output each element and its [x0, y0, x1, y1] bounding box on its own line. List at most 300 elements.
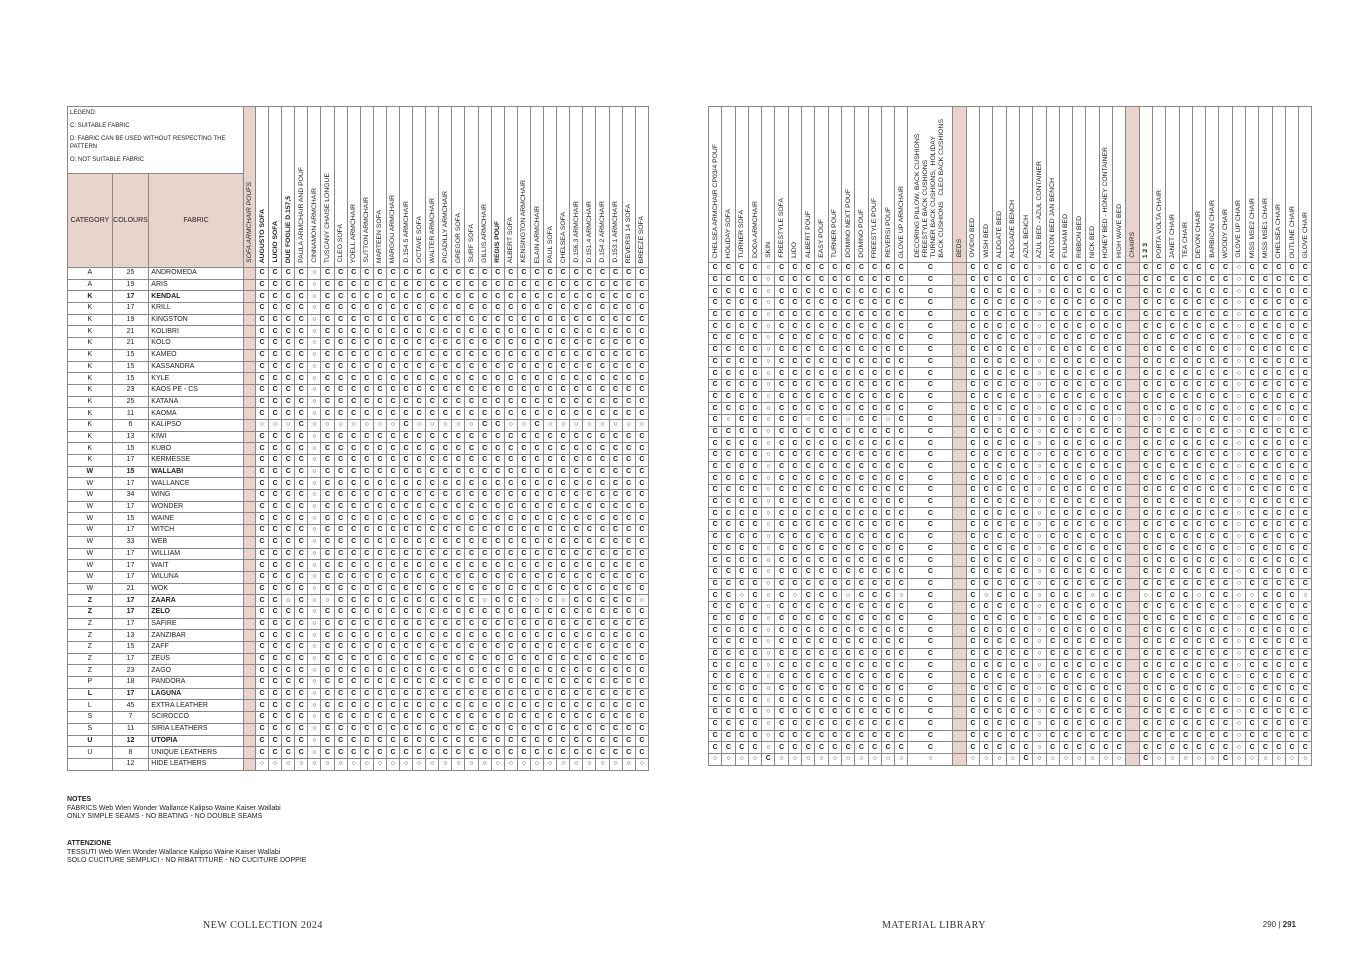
- not-suitable-cell: ○: [308, 455, 321, 467]
- suitable-cell: C: [544, 583, 557, 595]
- section-spacer: [953, 660, 966, 672]
- suitable-cell: C: [622, 431, 635, 443]
- product-name: REVERSI POUF: [884, 207, 892, 258]
- not-suitable-cell: ○: [269, 419, 282, 431]
- suitable-cell: C: [452, 490, 465, 502]
- suitable-cell: C: [1152, 368, 1165, 380]
- suitable-cell: C: [841, 344, 854, 356]
- suitable-cell: C: [609, 630, 622, 642]
- suitable-cell: C: [478, 583, 491, 595]
- suitable-cell: C: [1073, 707, 1086, 719]
- suitable-cell: C: [815, 531, 828, 543]
- fabric-row: [68, 326, 649, 338]
- suitable-cell: C: [1073, 450, 1086, 462]
- suitable-cell: C: [1206, 742, 1219, 754]
- fabric-colours: 11: [112, 723, 149, 735]
- section-spacer: [953, 391, 966, 403]
- suitable-cell: C: [295, 419, 308, 431]
- suitable-cell: C: [1059, 555, 1072, 567]
- suitable-cell: C: [828, 531, 841, 543]
- suitable-cell: C: [1166, 333, 1179, 345]
- suitable-cell: C: [413, 268, 426, 280]
- suitable-cell: C: [400, 466, 413, 478]
- suitable-cell: C: [530, 466, 543, 478]
- suitable-cell: C: [426, 583, 439, 595]
- suitable-cell: C: [622, 326, 635, 338]
- suitable-cell: C: [881, 286, 894, 298]
- suitable-cell: C: [517, 291, 530, 303]
- suitable-cell: C: [788, 403, 801, 415]
- suitable-cell: C: [334, 326, 347, 338]
- suitable-cell: C: [426, 466, 439, 478]
- suitable-cell: C: [491, 490, 504, 502]
- suitable-cell: C: [1206, 531, 1219, 543]
- suitable-cell: C: [373, 279, 386, 291]
- suitable-cell: C: [1285, 590, 1298, 602]
- suitable-cell: C: [544, 384, 557, 396]
- not-suitable-cell: ○: [762, 648, 775, 660]
- suitable-cell: C: [1259, 461, 1272, 473]
- suitable-cell: C: [1219, 298, 1232, 310]
- suitable-cell: C: [334, 525, 347, 537]
- suitable-cell: C: [321, 747, 334, 759]
- suitable-cell: C: [1099, 414, 1112, 426]
- not-suitable-cell: ○: [308, 291, 321, 303]
- suitable-cell: C: [868, 496, 881, 508]
- suitable-cell: C: [993, 543, 1006, 555]
- suitable-cell: C: [895, 426, 908, 438]
- suitable-cell: C: [413, 326, 426, 338]
- suitable-cell: C: [1059, 683, 1072, 695]
- fabric-name: ZEUS: [149, 653, 244, 665]
- suitable-cell: C: [386, 571, 399, 583]
- suitable-cell: C: [1259, 508, 1272, 520]
- product-name: GLOVE CHAIR: [1301, 211, 1309, 258]
- fabric-category: W: [68, 525, 113, 537]
- suitable-cell: C: [269, 606, 282, 618]
- not-suitable-cell: ○: [1232, 263, 1245, 275]
- section-spacer: [243, 735, 255, 747]
- fabric-colours: 13: [112, 630, 149, 642]
- suitable-cell: C: [544, 431, 557, 443]
- suitable-cell: C: [1179, 286, 1192, 298]
- fabric-category: L: [68, 688, 113, 700]
- suitable-cell: C: [980, 695, 993, 707]
- section-spacer: [953, 414, 966, 426]
- suitable-cell: C: [966, 555, 979, 567]
- suitable-cell: C: [491, 606, 504, 618]
- suitable-cell: C: [295, 560, 308, 572]
- suitable-cell: C: [1259, 555, 1272, 567]
- suitable-cell: C: [504, 630, 517, 642]
- suitable-cell: C: [622, 712, 635, 724]
- suitable-cell: C: [583, 571, 596, 583]
- suitable-cell: C: [881, 508, 894, 520]
- suitable-cell: C: [1285, 660, 1298, 672]
- suitable-cell: C: [828, 403, 841, 415]
- suitable-cell: C: [1245, 730, 1258, 742]
- suitable-cell: C: [1219, 707, 1232, 719]
- suitable-cell: C: [908, 379, 953, 391]
- suitable-cell: C: [1166, 637, 1179, 649]
- not-suitable-cell: ○: [1232, 496, 1245, 508]
- section-spacer: [953, 578, 966, 590]
- suitable-cell: C: [269, 268, 282, 280]
- suitable-cell: C: [583, 513, 596, 525]
- suitable-cell: C: [722, 426, 735, 438]
- section-spacer: [243, 747, 255, 759]
- suitable-cell: C: [491, 443, 504, 455]
- section-spacer: [243, 443, 255, 455]
- suitable-cell: C: [1272, 730, 1285, 742]
- legend-line: C: SUITABLE FABRIC: [70, 123, 130, 129]
- not-suitable-cell: ○: [465, 758, 478, 770]
- suitable-cell: C: [1019, 403, 1032, 415]
- suitable-cell: C: [439, 723, 452, 735]
- suitable-cell: C: [1192, 566, 1205, 578]
- suitable-cell: C: [1192, 485, 1205, 497]
- suitable-cell: C: [1006, 344, 1019, 356]
- suitable-cell: C: [570, 455, 583, 467]
- suitable-cell: C: [1206, 333, 1219, 345]
- fabric-row: [68, 642, 649, 654]
- product-header: [282, 107, 295, 268]
- suitable-cell: C: [1073, 485, 1086, 497]
- suitable-cell: C: [1192, 309, 1205, 321]
- suitable-cell: C: [596, 513, 609, 525]
- product-header: [517, 107, 530, 268]
- suitable-cell: C: [1285, 438, 1298, 450]
- suitable-cell: C: [802, 637, 815, 649]
- product-name: MISS MSE1 CHAIR: [1261, 197, 1269, 258]
- suitable-cell: C: [596, 501, 609, 513]
- suitable-cell: C: [282, 513, 295, 525]
- not-suitable-cell: ○: [980, 753, 993, 765]
- suitable-cell: C: [709, 263, 722, 275]
- product-name: DEVON CHAIR: [1195, 210, 1203, 258]
- fabric-name: KAOS PE - CS: [149, 384, 244, 396]
- not-suitable-cell: ○: [557, 595, 570, 607]
- suitable-cell: C: [439, 314, 452, 326]
- suitable-cell: C: [775, 379, 788, 391]
- suitable-cell: C: [504, 268, 517, 280]
- suitable-cell: C: [347, 642, 360, 654]
- suitable-cell: C: [828, 333, 841, 345]
- suitable-cell: C: [622, 443, 635, 455]
- suitable-cell: C: [775, 660, 788, 672]
- suitable-cell: C: [1245, 403, 1258, 415]
- suitable-cell: C: [1006, 368, 1019, 380]
- not-suitable-cell: ○: [413, 419, 426, 431]
- suitable-cell: C: [544, 700, 557, 712]
- suitable-cell: C: [334, 466, 347, 478]
- not-suitable-cell: ○: [1152, 414, 1165, 426]
- suitable-cell: C: [1113, 461, 1126, 473]
- suitable-cell: C: [478, 361, 491, 373]
- suitable-cell: C: [993, 379, 1006, 391]
- suitable-cell: C: [895, 344, 908, 356]
- suitable-cell: C: [868, 356, 881, 368]
- suitable-cell: C: [1179, 742, 1192, 754]
- suitable-cell: C: [373, 583, 386, 595]
- suitable-cell: C: [1206, 356, 1219, 368]
- suitable-cell: C: [400, 712, 413, 724]
- suitable-cell: C: [530, 373, 543, 385]
- suitable-cell: C: [255, 466, 268, 478]
- suitable-cell: C: [570, 677, 583, 689]
- suitable-cell: C: [980, 531, 993, 543]
- suitable-cell: C: [478, 490, 491, 502]
- suitable-cell: C: [1046, 742, 1059, 754]
- suitable-cell: C: [1285, 637, 1298, 649]
- suitable-cell: C: [334, 606, 347, 618]
- suitable-cell: C: [895, 718, 908, 730]
- suitable-cell: C: [1113, 450, 1126, 462]
- suitable-cell: C: [400, 455, 413, 467]
- suitable-cell: C: [321, 723, 334, 735]
- suitable-cell: C: [400, 548, 413, 560]
- suitable-cell: C: [413, 548, 426, 560]
- suitable-cell: C: [1086, 414, 1099, 426]
- suitable-cell: C: [966, 333, 979, 345]
- suitable-cell: C: [321, 642, 334, 654]
- suitable-cell: C: [609, 595, 622, 607]
- suitable-cell: C: [439, 536, 452, 548]
- suitable-cell: C: [881, 473, 894, 485]
- suitable-cell: C: [491, 361, 504, 373]
- suitable-cell: C: [855, 531, 868, 543]
- section-spacer: [1126, 660, 1139, 672]
- suitable-cell: C: [1152, 672, 1165, 684]
- fabric-category: W: [68, 536, 113, 548]
- suitable-cell: C: [1139, 566, 1152, 578]
- suitable-cell: C: [1166, 461, 1179, 473]
- suitable-cell: C: [775, 391, 788, 403]
- suitable-cell: C: [802, 590, 815, 602]
- suitable-cell: C: [1219, 485, 1232, 497]
- suitable-cell: C: [993, 520, 1006, 532]
- fabric-row: [68, 361, 649, 373]
- suitable-cell: C: [709, 601, 722, 613]
- suitable-cell: C: [1166, 391, 1179, 403]
- suitable-cell: C: [815, 450, 828, 462]
- suitable-cell: C: [1285, 730, 1298, 742]
- suitable-cell: C: [295, 326, 308, 338]
- not-suitable-cell: ○: [1033, 543, 1046, 555]
- suitable-cell: C: [544, 688, 557, 700]
- suitable-cell: C: [504, 583, 517, 595]
- suitable-cell: C: [609, 735, 622, 747]
- not-suitable-cell: ○: [504, 419, 517, 431]
- not-suitable-cell: ○: [762, 718, 775, 730]
- suitable-cell: C: [347, 560, 360, 572]
- suitable-cell: C: [609, 373, 622, 385]
- not-suitable-cell: ○: [308, 653, 321, 665]
- suitable-cell: C: [1006, 274, 1019, 286]
- suitable-cell: C: [748, 730, 761, 742]
- suitable-cell: C: [1059, 695, 1072, 707]
- section-spacer: [1126, 601, 1139, 613]
- not-suitable-cell: ○: [1033, 450, 1046, 462]
- product-name: WOODY CHAIR: [1222, 208, 1230, 258]
- suitable-cell: C: [802, 543, 815, 555]
- suitable-cell: C: [530, 513, 543, 525]
- suitable-cell: C: [255, 712, 268, 724]
- suitable-cell: C: [635, 326, 648, 338]
- suitable-cell: C: [748, 461, 761, 473]
- not-suitable-cell: ○: [841, 590, 854, 602]
- suitable-cell: C: [426, 303, 439, 315]
- suitable-cell: C: [1299, 508, 1312, 520]
- suitable-cell: C: [722, 403, 735, 415]
- suitable-cell: C: [517, 571, 530, 583]
- suitable-cell: C: [828, 683, 841, 695]
- suitable-cell: C: [722, 333, 735, 345]
- section-label: SOFA ARMCHAIR POUFS: [245, 182, 253, 263]
- suitable-cell: C: [269, 712, 282, 724]
- suitable-cell: C: [413, 373, 426, 385]
- not-suitable-cell: ○: [308, 338, 321, 350]
- suitable-cell: C: [1285, 426, 1298, 438]
- suitable-cell: C: [1019, 379, 1032, 391]
- suitable-cell: C: [504, 349, 517, 361]
- fabric-name: KUBO: [149, 443, 244, 455]
- suitable-cell: C: [609, 723, 622, 735]
- product-name: KENSINGTON ARMCHAIR: [520, 180, 528, 263]
- suitable-cell: C: [895, 520, 908, 532]
- suitable-cell: C: [1259, 426, 1272, 438]
- suitable-cell: C: [439, 513, 452, 525]
- fabric-row: [68, 373, 649, 385]
- section-spacer: [243, 431, 255, 443]
- suitable-cell: C: [544, 373, 557, 385]
- not-suitable-cell: ○: [557, 419, 570, 431]
- not-suitable-cell: ○: [802, 414, 815, 426]
- suitable-cell: C: [881, 566, 894, 578]
- suitable-cell: C: [802, 578, 815, 590]
- suitable-cell: C: [1299, 473, 1312, 485]
- suitable-cell: C: [530, 560, 543, 572]
- suitable-cell: C: [1179, 438, 1192, 450]
- suitable-cell: C: [609, 571, 622, 583]
- suitable-cell: C: [544, 455, 557, 467]
- fabric-row: [68, 525, 649, 537]
- suitable-cell: C: [622, 735, 635, 747]
- suitable-cell: C: [1006, 414, 1019, 426]
- suitable-cell: C: [596, 665, 609, 677]
- not-suitable-cell: ○: [1232, 695, 1245, 707]
- suitable-cell: C: [282, 361, 295, 373]
- suitable-cell: C: [895, 601, 908, 613]
- suitable-cell: C: [709, 648, 722, 660]
- fabric-name: HIDE LEATHERS: [149, 758, 244, 770]
- not-suitable-cell: ○: [762, 496, 775, 508]
- suitable-cell: C: [1019, 718, 1032, 730]
- suitable-cell: C: [828, 555, 841, 567]
- suitable-cell: C: [583, 431, 596, 443]
- suitable-cell: C: [788, 496, 801, 508]
- suitable-cell: C: [788, 637, 801, 649]
- suitable-cell: C: [748, 566, 761, 578]
- suitable-cell: C: [255, 455, 268, 467]
- suitable-cell: C: [413, 723, 426, 735]
- not-suitable-cell: ○: [1033, 566, 1046, 578]
- suitable-cell: C: [465, 677, 478, 689]
- suitable-cell: C: [1113, 426, 1126, 438]
- suitable-cell: C: [993, 672, 1006, 684]
- section-spacer: [243, 338, 255, 350]
- suitable-cell: C: [334, 396, 347, 408]
- product-name: CHELSEA CHAIR: [1275, 203, 1283, 258]
- section-spacer: [1126, 648, 1139, 660]
- suitable-cell: C: [255, 361, 268, 373]
- suitable-cell: C: [980, 298, 993, 310]
- product-header: [1219, 107, 1232, 263]
- suitable-cell: C: [993, 730, 1006, 742]
- suitable-cell: C: [993, 356, 1006, 368]
- product-name: BREEZE SOFA: [638, 215, 646, 263]
- suitable-cell: C: [426, 490, 439, 502]
- suitable-cell: C: [1006, 403, 1019, 415]
- suitable-cell: C: [1099, 566, 1112, 578]
- suitable-cell: C: [855, 473, 868, 485]
- product-header: [583, 107, 596, 268]
- suitable-cell: C: [334, 653, 347, 665]
- suitable-cell: C: [400, 490, 413, 502]
- suitable-cell: C: [980, 450, 993, 462]
- suitable-cell: C: [491, 665, 504, 677]
- suitable-cell: C: [1272, 391, 1285, 403]
- suitable-cell: C: [908, 508, 953, 520]
- suitable-cell: C: [321, 268, 334, 280]
- suitable-cell: C: [491, 677, 504, 689]
- suitable-cell: C: [980, 426, 993, 438]
- not-suitable-cell: ○: [762, 660, 775, 672]
- suitable-cell: C: [426, 700, 439, 712]
- suitable-cell: C: [881, 578, 894, 590]
- suitable-cell: C: [815, 660, 828, 672]
- suitable-cell: C: [1113, 707, 1126, 719]
- suitable-cell: C: [1245, 298, 1258, 310]
- suitable-cell: C: [269, 478, 282, 490]
- suitable-cell: C: [478, 279, 491, 291]
- section-spacer: [243, 642, 255, 654]
- suitable-cell: C: [881, 485, 894, 497]
- notes-line: ONLY SIMPLE SEAMS - NO BEATING - NO DOUBLE SEAMS: [67, 813, 263, 820]
- suitable-cell: C: [1113, 601, 1126, 613]
- suitable-cell: C: [1166, 707, 1179, 719]
- suitable-cell: C: [282, 303, 295, 315]
- suitable-cell: C: [722, 613, 735, 625]
- fabric-name: KINGSTON: [149, 314, 244, 326]
- suitable-cell: C: [413, 630, 426, 642]
- suitable-cell: C: [400, 419, 413, 431]
- suitable-cell: C: [544, 326, 557, 338]
- suitable-cell: C: [1113, 683, 1126, 695]
- suitable-cell: C: [1073, 695, 1086, 707]
- suitable-cell: C: [1179, 403, 1192, 415]
- suitable-cell: C: [1059, 660, 1072, 672]
- suitable-cell: C: [504, 525, 517, 537]
- fabric-row: [68, 735, 649, 747]
- product-name: ELAIN ARMCHAIR: [533, 205, 541, 263]
- suitable-cell: C: [1272, 368, 1285, 380]
- suitable-cell: C: [993, 625, 1006, 637]
- suitable-cell: C: [426, 478, 439, 490]
- suitable-cell: C: [413, 443, 426, 455]
- fabric-colours: 17: [112, 455, 149, 467]
- suitable-cell: C: [1179, 450, 1192, 462]
